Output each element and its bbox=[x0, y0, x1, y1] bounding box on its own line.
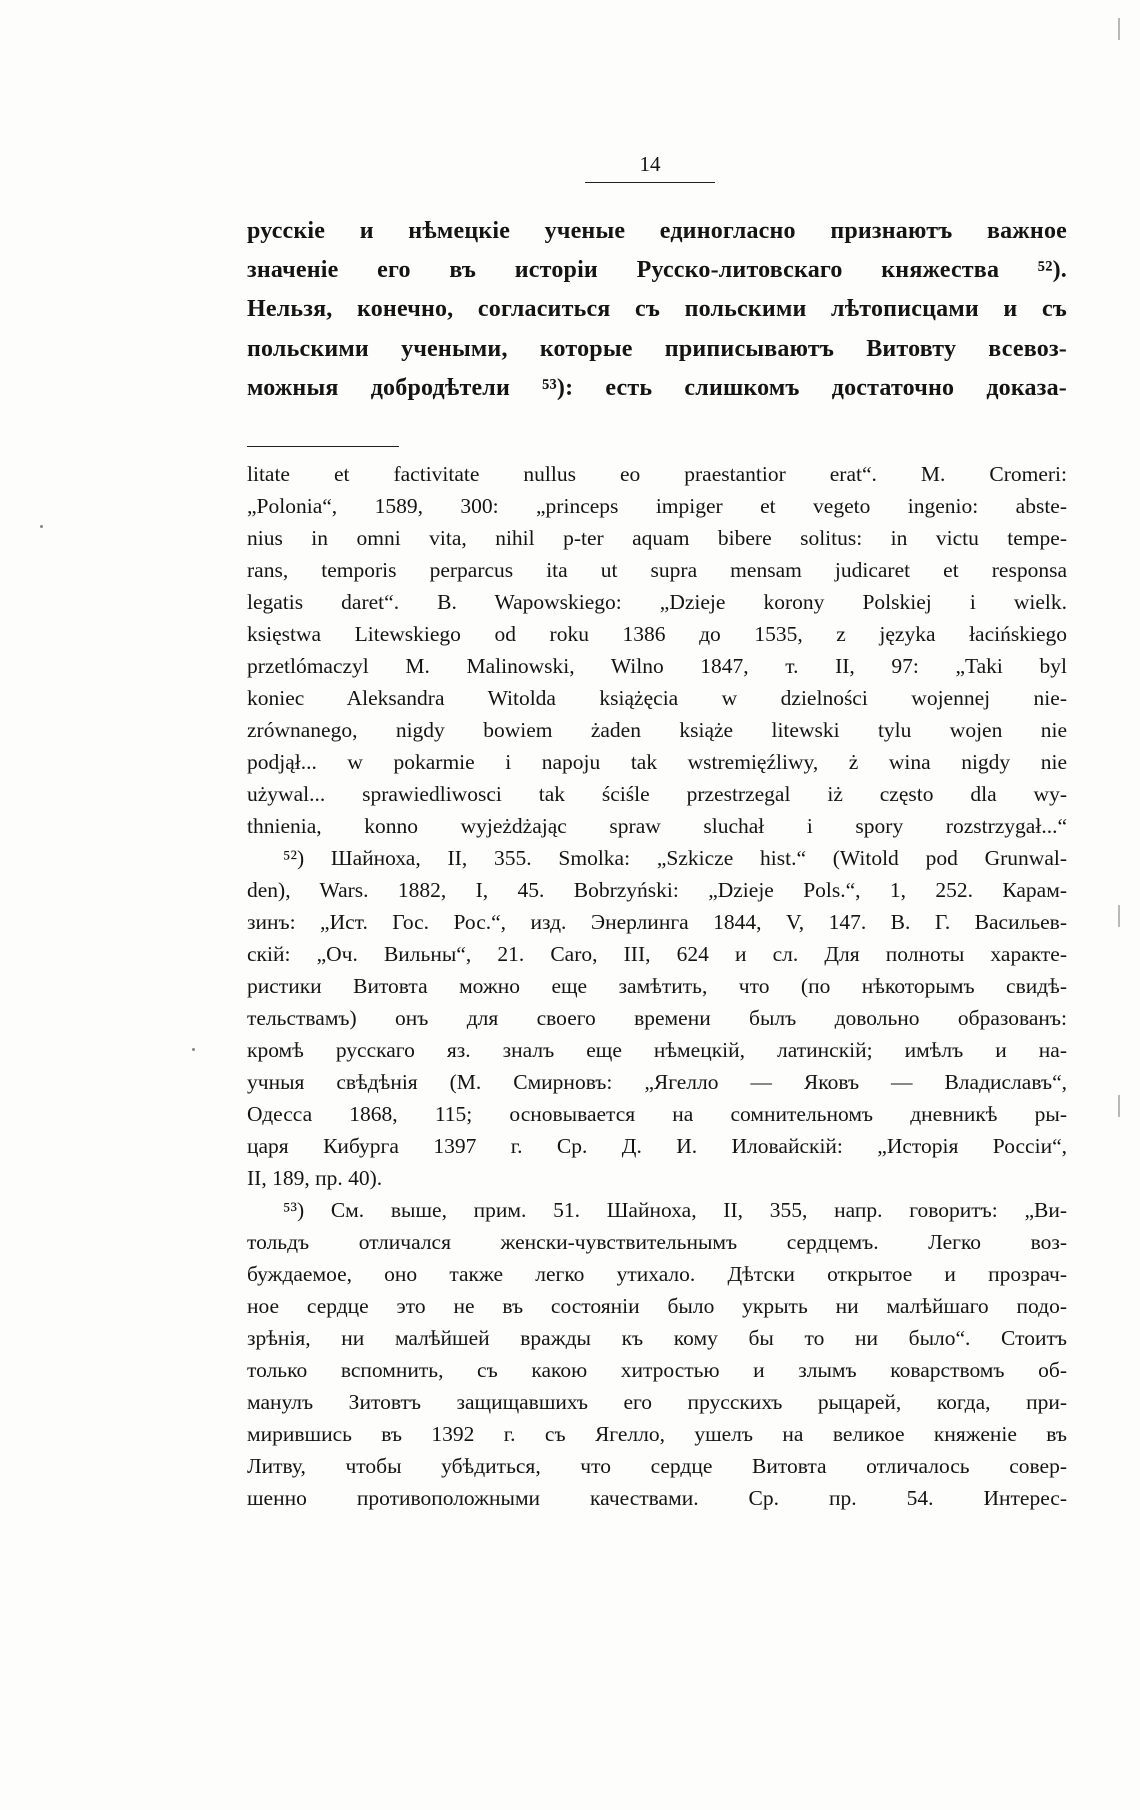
page-number: 14 bbox=[639, 152, 661, 176]
main-text-line: Нельзя, конечно, согласиться съ польскими лѣтописцами и съ bbox=[247, 296, 1067, 323]
footnote-line: używal... sprawiedliwosci tak ściśle przestrzegal iż często dla wy- bbox=[247, 782, 1067, 806]
footnote-line: Литву, чтобы убѣдиться, что сердце Витовта отличалось совер- bbox=[247, 1454, 1067, 1478]
footnote-line: „Polonia“, 1589, 300: „princeps impiger et vegeto ingenio: abste- bbox=[247, 494, 1067, 518]
main-text-line: польскими учеными, которые приписываютъ Витовту всевоз- bbox=[247, 335, 1067, 362]
main-text-line: значеніе его въ исторіи Русско-литовскаго княжества ⁵²). bbox=[247, 257, 1067, 284]
footnotes bbox=[247, 458, 1067, 1514]
main-text-line: можныя добродѣтели ⁵³): есть слишкомъ достаточно доказа- bbox=[247, 374, 1067, 401]
header-rule bbox=[585, 182, 715, 183]
footnote-line: мирившись въ 1392 г. съ Ягелло, ушелъ на великое княженіе въ bbox=[247, 1422, 1067, 1446]
footnote-line: ⁵²) Шайноха, II, 355. Smolka: „Szkicze hist.“ (Witold pod Grunwal- bbox=[283, 846, 1067, 870]
scan-speck bbox=[40, 525, 43, 528]
footnote-line: podjął... w pokarmie i napoju tak wstremięźliwy, ż wina nigdy nie bbox=[247, 750, 1067, 774]
scan-speck bbox=[192, 1048, 195, 1051]
footnote-line: koniec Aleksandra Witolda książęcia w dzielności wojennej nie- bbox=[247, 686, 1067, 710]
footnote-line: буждаемое, оно также легко утихало. Дѣтски открытое и прозрач- bbox=[247, 1262, 1067, 1286]
footnote-line: царя Кибурга 1397 г. Ср. Д. И. Иловайскій: „Исторія Россіи“, bbox=[247, 1134, 1067, 1158]
footnote-line: тольдъ отличался женски-чувствительнымъ сердцемъ. Легко воз- bbox=[247, 1230, 1067, 1254]
footnote-separator bbox=[247, 446, 399, 447]
scan-edge-mark bbox=[1118, 18, 1120, 40]
footnote-line: zrównanego, nigdy bowiem żaden książe litewski tylu wojen nie bbox=[247, 718, 1067, 742]
footnote-line: II, 189, пр. 40). bbox=[247, 1166, 383, 1190]
footnote-line: nius in omni vita, nihil p-ter aquam bibere solitus: in victu tempe- bbox=[247, 526, 1067, 550]
scan-edge-mark bbox=[1118, 1095, 1120, 1117]
footnote-line: legatis daret“. B. Wapowskiego: „Dzieje korony Polskiej i wielk. bbox=[247, 590, 1067, 614]
footnote-line: den), Wars. 1882, I, 45. Bobrzyński: „Dzieje Pols.“, 1, 252. Карам- bbox=[247, 878, 1067, 902]
footnote-line: ристики Витовта можно еще замѣтить, что (по нѣкоторымъ свидѣ- bbox=[247, 974, 1067, 998]
footnote-line: thnienia, konno wyjeżdżając spraw sluchał i spory rozstrzygał...“ bbox=[247, 814, 1067, 838]
footnote-line: только вспомнить, съ какою хитростью и злымъ коварствомъ об- bbox=[247, 1358, 1067, 1382]
footnote-line: шенно противоположными качествами. Ср. пр. 54. Интерес- bbox=[247, 1486, 1067, 1510]
footnote-line: зрѣнія, ни малѣйшей вражды къ кому бы то ни было“. Стоитъ bbox=[247, 1326, 1067, 1350]
footnote-line: манулъ Зитовтъ защищавшихъ его прусскихъ рыцарей, когда, при- bbox=[247, 1390, 1067, 1414]
footnote-line: Одесса 1868, 115; основывается на сомнительномъ дневникѣ ры- bbox=[247, 1102, 1067, 1126]
footnote-line: кромѣ русскаго яз. зналъ еще нѣмецкій, латинскій; имѣлъ и на- bbox=[247, 1038, 1067, 1062]
footnote-line: litate et factivitate nullus eo praestantior erat“. M. Cromeri: bbox=[247, 462, 1067, 486]
footnote-line: учныя свѣдѣнія (М. Смирновъ: „Ягелло — Яковъ — Владиславъ“, bbox=[247, 1070, 1067, 1094]
main-text bbox=[247, 212, 1067, 408]
footnote-line: księstwa Litewskiego od roku 1386 до 1535, z języka łacińskiego bbox=[247, 622, 1067, 646]
footnote-line: скій: „Оч. Вильны“, 21. Caro, III, 624 и сл. Для полноты характе- bbox=[247, 942, 1067, 966]
footnote-line: тельствамъ) онъ для своего времени былъ довольно образованъ: bbox=[247, 1006, 1067, 1030]
scan-edge-mark bbox=[1118, 905, 1120, 927]
footnote-line: ⁵³) См. выше, прим. 51. Шайноха, II, 355, напр. говоритъ: „Ви- bbox=[283, 1198, 1067, 1222]
footnote-line: зинъ: „Ист. Гос. Рос.“, изд. Энерлинга 1844, V, 147. В. Г. Васильев- bbox=[247, 910, 1067, 934]
footnote-line: przetlómaczyl M. Malinowski, Wilno 1847, т. II, 97: „Taki byl bbox=[247, 654, 1067, 678]
footnote-line: ное сердце это не въ состояніи было укрыть ни малѣйшаго подо- bbox=[247, 1294, 1067, 1318]
main-text-line: русскіе и нѣмецкіе ученые единогласно признаютъ важное bbox=[247, 218, 1067, 244]
footnote-line: rans, temporis perparcus ita ut supra mensam judicaret et responsa bbox=[247, 558, 1067, 582]
